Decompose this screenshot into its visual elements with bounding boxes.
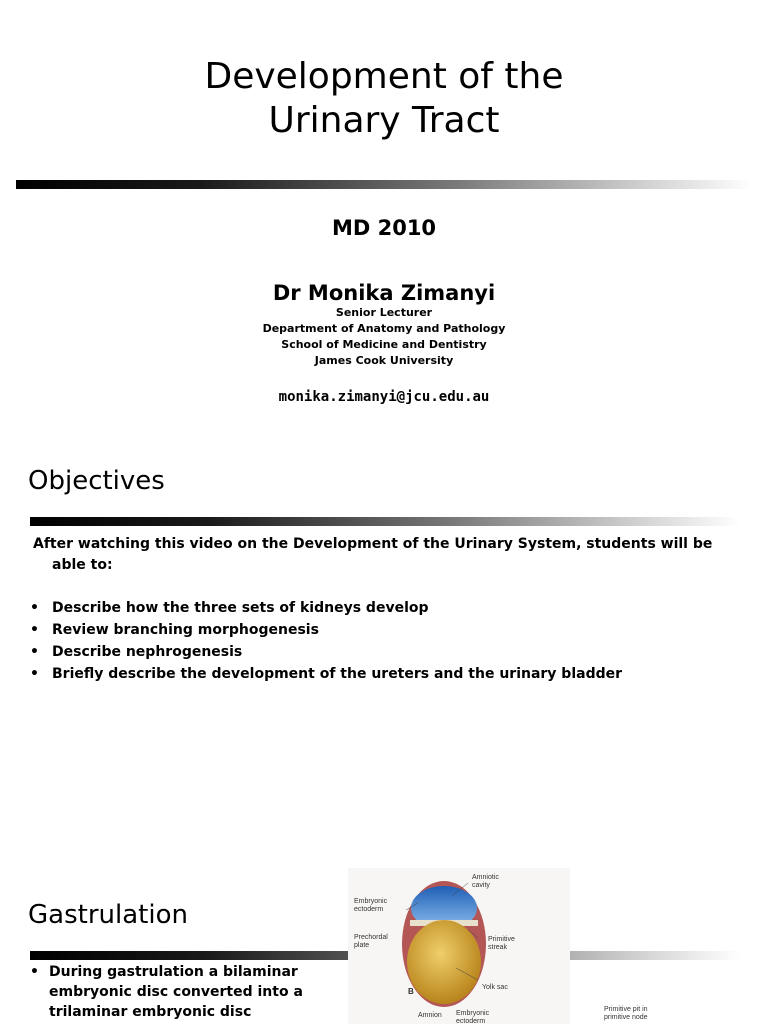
author-name: Dr Monika Zimanyi: [272, 281, 496, 305]
objectives-list: [30, 597, 740, 685]
affiliation-school: School of Medicine and Dentistry: [281, 338, 487, 351]
bullet-icon: •: [30, 964, 39, 980]
objective-text: Describe how the three sets of kidneys develop: [52, 600, 429, 616]
affiliation-department: Department of Anatomy and Pathology: [262, 322, 506, 335]
label-amniotic-cavity: Amniotic cavity: [472, 874, 499, 889]
slide-title: [0, 55, 768, 143]
intro-line-2: able to:: [52, 557, 113, 573]
bullet-icon: •: [30, 622, 39, 638]
bullet-icon: •: [30, 644, 39, 660]
affiliation-role: Senior Lecturer: [335, 306, 433, 319]
gastrulation-bullet: [30, 962, 330, 1022]
bullet-icon: •: [30, 666, 39, 682]
label-primitive-streak: Primitive streak: [488, 936, 515, 951]
objectives-divider: [30, 517, 740, 526]
gastrulation-line-1: During gastrulation a bilaminar: [49, 964, 298, 980]
objective-text: Describe nephrogenesis: [52, 644, 243, 660]
gastrulation-line-2: embryonic disc converted into a: [49, 984, 303, 1000]
gastrulation-heading: Gastrulation: [28, 900, 188, 930]
author-email[interactable]: monika.zimanyi@jcu.edu.au: [278, 389, 490, 405]
objective-text: Review branching morphogenesis: [52, 622, 319, 638]
objectives-heading: Objectives: [28, 466, 165, 496]
author-affiliation: [0, 305, 768, 369]
label-prechordal-plate: Prechordal plate: [354, 934, 388, 949]
bullet-icon: •: [30, 600, 39, 616]
list-item: [30, 619, 740, 641]
title-divider: [16, 180, 752, 189]
label-embryonic-ectoderm: Embryonic ectoderm: [354, 898, 388, 913]
affiliation-university: James Cook University: [314, 354, 454, 367]
gastrulation-line-3: trilaminar embryonic disc: [49, 1004, 252, 1020]
list-item: [30, 641, 740, 663]
label-panel-b: B: [408, 987, 414, 996]
label-amnion: Amnion: [418, 1012, 442, 1019]
course-code: MD 2010: [331, 216, 437, 240]
label-yolk-sac: Yolk sac: [482, 984, 508, 991]
label-primitive-pit: Primitive pit in primitive node: [604, 1006, 648, 1021]
objective-text: Briefly describe the development of the ureters and the urinary bladder: [52, 666, 623, 682]
intro-line-1: After watching this video on the Development of the Urinary System, students will be: [33, 536, 713, 552]
yolk-sac-shape: [407, 920, 481, 1004]
list-item: [30, 597, 740, 619]
label-embryonic-ectoderm-2: Embryonic ectoderm: [456, 1010, 490, 1024]
list-item: [30, 663, 740, 685]
objectives-intro: [33, 534, 733, 576]
gastrulation-figure: [348, 868, 570, 1024]
title-line-1: Development of the: [204, 56, 564, 97]
title-line-2: Urinary Tract: [268, 100, 500, 141]
